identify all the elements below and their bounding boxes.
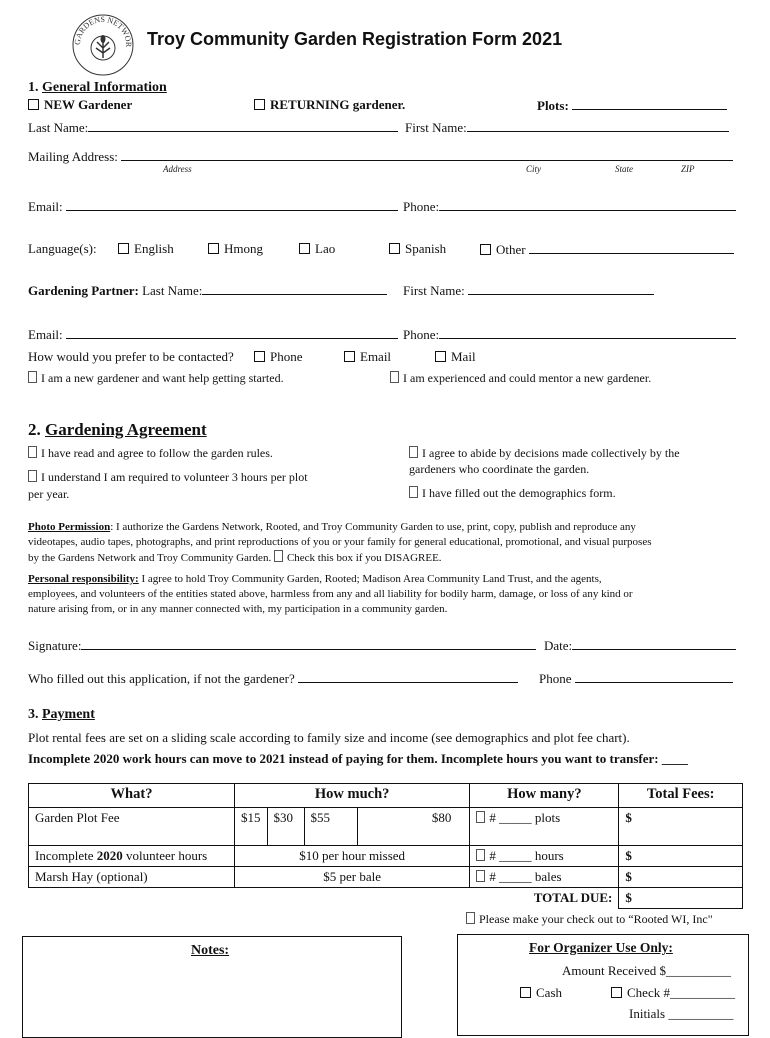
volunteer-label-line-1: I understand I am required to volunteer 3 hours per plot: [41, 470, 308, 484]
hours-checkbox[interactable]: [476, 849, 485, 861]
photo-disagree-label: Check this box if you DISAGREE.: [286, 552, 442, 564]
volunteer-checkbox[interactable]: [28, 470, 37, 482]
first-name-field[interactable]: [405, 119, 729, 136]
zip-caption: ZIP: [681, 164, 695, 174]
demographics-checkbox[interactable]: [409, 486, 418, 498]
contact-phone-label: Phone: [270, 349, 303, 364]
marsh-hay-total[interactable]: $: [619, 867, 743, 888]
help-getting-started-option[interactable]: [28, 371, 284, 386]
filled-by-phone-label: Phone: [539, 671, 572, 686]
demographics-label: I have filled out the demographics form.: [422, 486, 616, 500]
first-name-label: First Name:: [405, 120, 467, 135]
total-due-value[interactable]: $: [619, 888, 743, 909]
plots-label: Plots:: [537, 98, 569, 113]
other-label: Other: [496, 242, 526, 257]
plots-quantity-cell[interactable]: [470, 808, 619, 846]
languages-label: Language(s):: [28, 241, 97, 256]
demographics-option[interactable]: [409, 486, 616, 501]
amount-received-field[interactable]: Amount Received $__________: [562, 963, 731, 978]
header-how-much: How much?: [235, 784, 470, 808]
check-number-label: Check #__________: [627, 985, 735, 1000]
returning-gardener-option[interactable]: [254, 97, 405, 113]
bales-quantity-cell[interactable]: [470, 867, 619, 888]
phone-field[interactable]: [403, 198, 736, 215]
table-row: [29, 808, 743, 846]
svg-text:GARDENS NETWORK: [70, 12, 133, 48]
volunteer-hours-pre: Incomplete: [35, 848, 97, 863]
mentor-checkbox[interactable]: [390, 371, 399, 383]
filled-by-field[interactable]: [28, 670, 518, 687]
price-option-55[interactable]: $55: [304, 808, 357, 846]
volunteer-agreement-option[interactable]: [28, 470, 308, 485]
contact-email-label: Email: [360, 349, 392, 364]
check-note-text: Please make your check out to “Rooted WI, Inc": [479, 912, 713, 926]
section-3-number: 3.: [28, 707, 39, 722]
header-what: What?: [29, 784, 235, 808]
volunteer-hours-post: volunteer hours: [122, 848, 208, 863]
plots-quantity: # _____ plots: [489, 810, 561, 825]
rules-checkbox[interactable]: [28, 446, 37, 458]
state-caption: State: [615, 164, 633, 174]
check-checkbox[interactable]: [611, 987, 622, 998]
language-hmong-option[interactable]: [208, 241, 263, 257]
contact-preference-label: How would you prefer to be contacted?: [28, 349, 234, 364]
bales-checkbox[interactable]: [476, 870, 485, 882]
mailing-address-label: Mailing Address:: [28, 149, 118, 164]
abide-checkbox[interactable]: [409, 446, 418, 458]
spanish-checkbox[interactable]: [389, 243, 400, 254]
partner-phone-label: Phone:: [403, 327, 440, 342]
new-gardener-label: NEW Gardener: [44, 97, 133, 112]
address-caption: Address: [163, 164, 192, 174]
plot-fee-total[interactable]: $: [619, 808, 743, 846]
cash-checkbox[interactable]: [520, 987, 531, 998]
contact-mail-label: Mail: [451, 349, 476, 364]
bales-quantity: # _____ bales: [489, 869, 562, 884]
language-other-option[interactable]: [480, 241, 734, 258]
language-spanish-option[interactable]: [389, 241, 446, 257]
photo-disagree-checkbox[interactable]: [274, 550, 283, 562]
contact-phone-checkbox[interactable]: [254, 351, 265, 362]
volunteer-hours-year: 2020: [96, 848, 123, 863]
partner-email-label: Email:: [28, 327, 63, 342]
payment-table-header: [29, 784, 743, 808]
check-option[interactable]: [611, 985, 735, 1001]
notes-box[interactable]: [22, 936, 402, 1038]
initials-field[interactable]: Initials __________: [629, 1006, 734, 1021]
date-label: Date:: [544, 638, 573, 653]
abide-label-line-2: gardeners who coordinate the garden.: [409, 462, 590, 476]
personal-responsibility-text-3: nature arising from, or in any manner connected with, my participation in a community garden.: [28, 603, 448, 615]
english-label: English: [134, 241, 174, 256]
language-english-option[interactable]: [118, 241, 174, 257]
city-caption: City: [526, 164, 541, 174]
gardening-partner-label: Gardening Partner:: [28, 283, 139, 298]
email-label: Email:: [28, 199, 63, 214]
abide-agreement-option[interactable]: [409, 446, 680, 461]
check-payable-note: [466, 912, 713, 927]
section-1-heading: [28, 80, 167, 96]
contact-email-checkbox[interactable]: [344, 351, 355, 362]
lao-label: Lao: [315, 241, 336, 256]
volunteer-hours-rate: $10 per hour missed: [235, 846, 470, 867]
last-name-label: Last Name:: [28, 120, 89, 135]
hmong-label: Hmong: [224, 241, 263, 256]
personal-responsibility-text-1: I agree to hold Troy Community Garden, Rooted; Madison Area Community Land Trust, and the agents,: [138, 573, 602, 585]
contact-mail-option[interactable]: [435, 349, 476, 365]
section-1-title: General Information: [42, 80, 167, 95]
section-2-number: 2.: [28, 420, 41, 439]
date-field[interactable]: [544, 637, 736, 654]
notes-label: Notes:: [191, 943, 230, 958]
rules-agreement-option[interactable]: [28, 446, 273, 461]
hours-quantity: # _____ hours: [489, 848, 564, 863]
price-option-80[interactable]: $80: [357, 808, 470, 846]
total-due-row: [29, 888, 743, 909]
check-note-checkbox[interactable]: [466, 912, 475, 924]
partner-last-name-field[interactable]: [28, 282, 387, 299]
lao-checkbox[interactable]: [299, 243, 310, 254]
partner-phone-field[interactable]: [403, 326, 736, 343]
payment-table: [28, 783, 743, 909]
personal-responsibility-block: [28, 572, 633, 617]
spanish-label: Spanish: [405, 241, 447, 256]
mentor-label: I am experienced and could mentor a new gardener.: [403, 371, 652, 385]
section-3-title: Payment: [42, 707, 95, 722]
total-due-label: TOTAL DUE:: [533, 890, 613, 905]
marsh-hay-label: Marsh Hay (optional): [29, 867, 235, 888]
section-3-heading: [28, 707, 95, 723]
payment-info-line-2: Incomplete 2020 work hours can move to 2021 instead of paying for them. Incomplete hours you want to transfer: ____: [28, 751, 688, 766]
cash-option[interactable]: [520, 985, 562, 1001]
email-field[interactable]: [28, 198, 398, 215]
abide-label-line-1: I agree to abide by decisions made collectively by the: [422, 446, 680, 460]
volunteer-hours-total[interactable]: $: [619, 846, 743, 867]
other-checkbox[interactable]: [480, 244, 491, 255]
mentor-option[interactable]: [390, 371, 651, 386]
new-gardener-checkbox[interactable]: [28, 99, 39, 110]
partner-email-field[interactable]: [28, 326, 398, 343]
rules-label: I have read and agree to follow the garden rules.: [41, 446, 273, 460]
partner-first-name-field[interactable]: [403, 282, 654, 299]
filled-by-label: Who filled out this application, if not the gardener?: [28, 671, 295, 686]
contact-phone-option[interactable]: [254, 349, 303, 365]
organizer-title: For Organizer Use Only:: [529, 940, 673, 955]
plots-field[interactable]: [537, 97, 727, 114]
hours-quantity-cell[interactable]: [470, 846, 619, 867]
photo-permission-text-1: : I authorize the Gardens Network, Rooted, and Troy Community Garden to use, print, copy, publish and reproduce any: [110, 521, 636, 533]
returning-gardener-label: RETURNING gardener.: [270, 97, 406, 112]
language-lao-option[interactable]: [299, 241, 335, 257]
table-row: [29, 867, 743, 888]
partner-last-name-label: Last Name:: [142, 283, 203, 298]
volunteer-hours-label: [29, 846, 235, 867]
photo-permission-text-3: by the Gardens Network and Troy Community Garden.: [28, 552, 272, 564]
gardens-network-logo: [70, 12, 136, 78]
section-2-heading: [28, 420, 207, 440]
contact-mail-checkbox[interactable]: [435, 351, 446, 362]
mailing-address-field[interactable]: [28, 148, 733, 165]
signature-label: Signature:: [28, 638, 82, 653]
section-1-number: 1.: [28, 80, 39, 95]
personal-responsibility-label: Personal responsibility:: [28, 573, 139, 585]
cash-label: Cash: [536, 985, 562, 1000]
filled-by-phone-field[interactable]: [539, 670, 733, 687]
marsh-hay-rate: $5 per bale: [235, 867, 470, 888]
price-option-15[interactable]: $15: [235, 808, 268, 846]
header-total-fees: Total Fees:: [619, 784, 743, 808]
hmong-checkbox[interactable]: [208, 243, 219, 254]
table-row: [29, 846, 743, 867]
section-2-title: Gardening Agreement: [45, 420, 207, 439]
contact-email-option[interactable]: [344, 349, 391, 365]
last-name-field[interactable]: [28, 119, 398, 136]
payment-info-line-1: Plot rental fees are set on a sliding scale according to family size and income (see demographics and plot fee chart).: [28, 730, 630, 745]
header-how-many: How many?: [470, 784, 619, 808]
plot-fee-label: Garden Plot Fee: [29, 808, 235, 846]
personal-responsibility-text-2: employees, and volunteers of the entities stated above, harmless from any and all liability for bodily harm, damage, or loss of any kind or: [28, 588, 633, 600]
photo-permission-label: Photo Permission: [28, 521, 111, 533]
page-title: Troy Community Garden Registration Form 2021: [147, 29, 563, 49]
english-checkbox[interactable]: [118, 243, 129, 254]
phone-label: Phone:: [403, 199, 440, 214]
plots-checkbox[interactable]: [476, 811, 485, 823]
signature-field[interactable]: [28, 637, 536, 654]
price-option-30[interactable]: $30: [267, 808, 304, 846]
returning-gardener-checkbox[interactable]: [254, 99, 265, 110]
photo-permission-block: [28, 520, 651, 566]
logo-text: GARDENS NETWOR: [72, 14, 134, 48]
volunteer-label-line-2: per year.: [28, 487, 70, 501]
partner-first-name-label: First Name:: [403, 283, 465, 298]
photo-permission-text-2: videotapes, audio tapes, photographs, and print reproductions of you or your family for general educational, promotional, and visual purposes: [28, 536, 652, 548]
help-label: I am a new gardener and want help getting started.: [41, 371, 284, 385]
new-gardener-option[interactable]: [28, 97, 132, 113]
help-checkbox[interactable]: [28, 371, 37, 383]
organizer-box: [457, 934, 749, 1036]
